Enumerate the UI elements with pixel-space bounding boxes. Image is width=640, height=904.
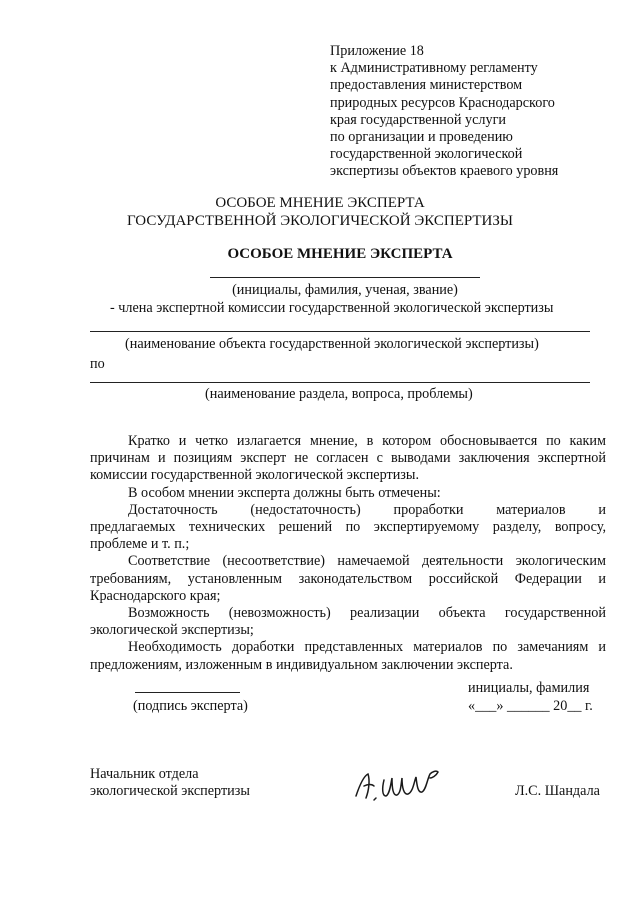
po-label: по <box>90 356 105 372</box>
document-subtitle: ОСОБОЕ МНЕНИЕ ЭКСПЕРТА <box>227 246 453 262</box>
body-line <box>90 502 606 519</box>
member-line: - члена экспертной комиссии государственной экологической экспертизы <box>110 300 554 316</box>
annex-line: Приложение 18 <box>330 43 424 59</box>
section-caption: (наименование раздела, вопроса, проблемы) <box>205 386 473 402</box>
body-line <box>90 553 606 570</box>
document-title-line2: ГОСУДАРСТВЕННОЙ ЭКОЛОГИЧЕСКОЙ ЭКСПЕРТИЗЫ <box>127 213 513 229</box>
section-name-line <box>90 382 590 383</box>
footer-position <box>90 766 250 800</box>
annex-line: экспертизы объектов краевого уровня <box>330 163 559 180</box>
document-title: ОСОБОЕ МНЕНИЕ ЭКСПЕРТА <box>215 195 425 211</box>
body-line <box>90 605 606 622</box>
annex-line: государственной экологической <box>330 146 523 163</box>
body-line <box>90 433 606 450</box>
body-text-line: Кратко и четко излагается мнение, в котором обосновывается по каким <box>128 433 606 449</box>
expert-name-line <box>210 277 480 278</box>
body-text-line: Возможность (невозможность) реализации объекта государственной <box>128 605 606 622</box>
annex-line: по организации и проведению <box>330 129 513 146</box>
body-text-line: Необходимость доработки представленных материалов по замечаниям и <box>128 639 606 656</box>
body-text-line: Соответствие (несоответствие) намечаемой деятельности экологическим <box>128 553 606 570</box>
body-line: причинам и позициям эксперт не согласен с выводами заключения экспертной <box>90 450 606 467</box>
date-line: «___» ______ 20__ г. <box>468 698 593 714</box>
position-line: Начальник отдела <box>90 766 199 782</box>
body-line: Краснодарского края; <box>90 587 221 604</box>
annex-line: края государственной услуги <box>330 111 506 128</box>
body-line <box>90 639 606 656</box>
body-line: комиссии государственной экологической экспертизы. <box>90 467 419 484</box>
initials-label: инициалы, фамилия <box>468 680 590 696</box>
signer-name: Л.С. Шандала <box>515 783 600 799</box>
handwritten-signature <box>350 762 454 806</box>
body-line: проблеме и т. п.; <box>90 536 190 553</box>
body-line: предлагаемых технических решений по экспертируемому разделу, вопросу, <box>90 519 606 536</box>
signature-caption: (подпись эксперта) <box>133 698 248 714</box>
body-text-line: Достаточность (недостаточность) проработки материалов и <box>128 501 606 518</box>
body-line: предложениям, изложенным в индивидуальном заключении эксперта. <box>90 656 513 673</box>
expert-caption: (инициалы, фамилия, ученая, звание) <box>232 282 458 298</box>
object-caption: (наименование объекта государственной экологической экспертизы) <box>125 336 539 352</box>
object-name-line <box>90 331 590 332</box>
body-text <box>90 433 606 674</box>
signature-line <box>135 692 240 693</box>
body-line: экологической экспертизы; <box>90 622 254 639</box>
position-line: экологической экспертизы <box>90 783 250 800</box>
body-line: требованиям, установленным законодательством российской Федерации и <box>90 570 606 587</box>
annex-block <box>330 43 558 181</box>
annex-line: природных ресурсов Краснодарского <box>330 94 555 111</box>
annex-line: к Административному регламенту <box>330 60 538 77</box>
annex-line: предоставления министерством <box>330 77 523 94</box>
body-line: В особом мнении эксперта должны быть отмечены: <box>128 484 441 501</box>
